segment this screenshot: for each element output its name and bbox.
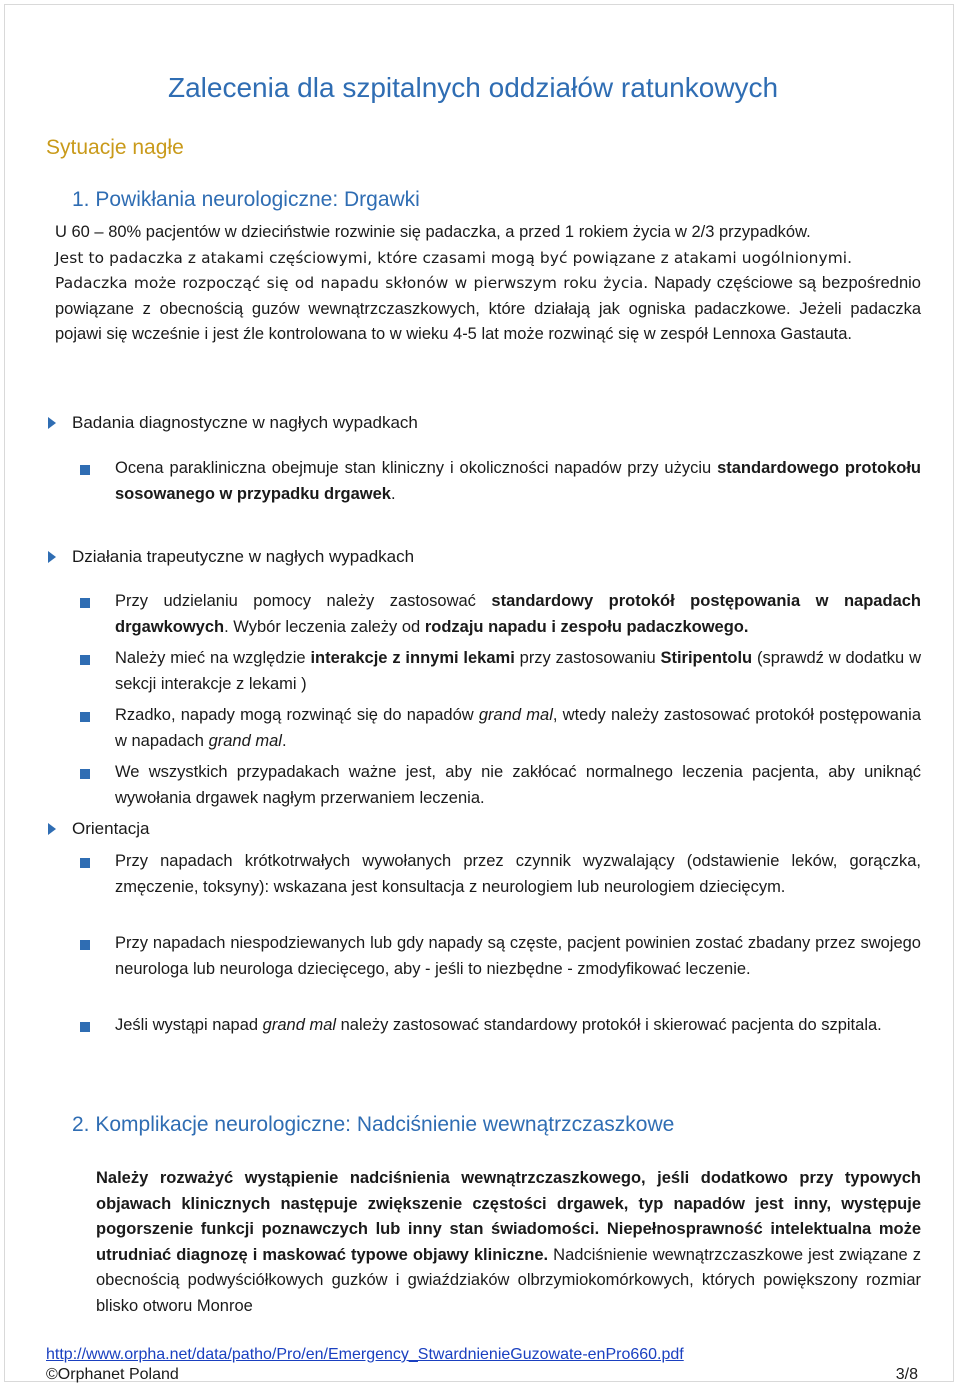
orient-bullet-3 <box>80 1013 921 1039</box>
square-bullet-icon <box>80 465 90 475</box>
ther-b1-bold: standardowy protokół postępowania w napadach drgawkowych <box>115 592 921 636</box>
orient-b3-p2: należy zastosować standardowy protokół i skierować pacjenta do szpitala. <box>336 1016 882 1034</box>
intro-rest: Napady częściowe są bezpośrednio powiązane z obecnością guzów wewnątrzczaszkowych, które działają jak ogniska padaczkowe. Jeżeli padaczka pojawi się wcześnie i jest źle kontrolowana to w wieku 4-5 lat może rozwinąć się w zespół Lennoxa Gastauta. <box>55 274 921 343</box>
section2-bold-text: Należy rozważyć wystąpienie nadciśnienia wewnątrzczaszkowego, jeśli dodatkowo przy typowych objawach klinicznych następuje zwiększenie częstości drgawek, typ napadów jest inny, występuje pogorszenie funkcji poznawczych lub inny stan świadomości. Niepełnosprawność intelektualna może utrudniać diagnozę i maskować typowe objawy kliniczne. <box>96 1169 921 1264</box>
ther-b1-bold2: rodzaju napadu i zespołu padaczkowego. <box>424 617 749 636</box>
orient-b3-i: grand mal <box>262 1016 337 1034</box>
intro-line-2: Jest to padaczka z atakami częściowymi, które czasami mogą być powiązane z atakami uogólnionymi. <box>55 248 853 267</box>
ther-bullet-4 <box>80 760 921 811</box>
section1-heading: 1. Powikłania neurologiczne: Drgawki <box>72 188 420 211</box>
section2-heading: 2. Komplikacje neurologiczne: Nadciśnienie wewnątrzczaszkowe <box>72 1113 675 1136</box>
intro-line-3: Padaczka może rozpocząć się od napadu skłonów w pierwszym roku życia. <box>55 274 649 292</box>
ther-b2-p1: Należy mieć na względzie <box>115 649 311 667</box>
square-bullet-icon <box>80 769 90 779</box>
ther-b3-p1: Rzadko, napady mogą rozwinąć się do napadów <box>115 706 479 724</box>
square-bullet-icon <box>80 858 90 868</box>
diag-bullet-1 <box>80 456 921 507</box>
diag-b1-text: Ocena parakliniczna obejmuje stan kliniczny i okoliczności napadów przy użyciu <box>115 459 718 477</box>
ther-b4-text: We wszystkich przypadakach ważne jest, aby nie zakłócać normalnego leczenia pacjenta, aby uniknąć wywołania drgawek nagłym przerwaniem leczenia. <box>115 763 921 807</box>
section2-plain-text: Nadciśnienie wewnątrzczaszkowe jest związane z obecnością podwyściółkowych guzków i gwiaździaków olbrzymiokomórkowych, których powiększony rozmiar blisko otworu Monroe <box>96 1245 921 1315</box>
orient-heading <box>48 817 149 841</box>
ther-heading-text: Działania trapeutyczne w nagłych wypadkach <box>72 547 415 566</box>
section1-intro <box>55 220 921 348</box>
ther-b3-i1: grand mal <box>478 706 553 724</box>
arrow-icon <box>48 417 56 429</box>
footer-copyright: ©Orphanet Poland <box>46 1366 179 1383</box>
intro-line-1: U 60 – 80% pacjentów w dzieciństwie rozwinie się padaczka, a przed 1 rokiem życia w 2/3 przypadków. <box>55 223 811 241</box>
square-bullet-icon <box>80 598 90 608</box>
arrow-icon <box>48 823 56 835</box>
diag-b1-bold: standardowego protokołu sosowanego w przypadku drgawek <box>115 459 921 503</box>
orient-b1-text: Przy napadach krótkotrwałych wywołanych przez czynnik wyzwalający (odstawienie leków, gorączka, zmęczenie, toksyny): wskazana jest konsultacja z neurologiem lub neurologiem dziecięcym. <box>115 852 921 896</box>
ther-bullet-2 <box>80 646 921 697</box>
footer-source-link[interactable]: http://www.orpha.net/data/patho/Pro/en/Emergency_StwardnienieGuzowate-enPro660.pdf <box>46 1346 684 1363</box>
ther-b3-p3: . <box>281 731 287 750</box>
orient-bullet-1 <box>80 849 921 900</box>
ther-b1-mid: . Wybór leczenia zależy od <box>224 617 425 636</box>
diag-heading <box>48 411 418 435</box>
ther-bullet-3 <box>80 703 921 754</box>
ther-b1-text: Przy udzielaniu pomocy należy zastosować <box>115 592 492 610</box>
square-bullet-icon <box>80 712 90 722</box>
orient-b2-text: Przy napadach niespodziewanych lub gdy napady są częste, pacjent powinien zostać zbadany przez swojego neurologa lub neurologa dziecięcego, aby - jeśli to niezbędne - zmodyfikować leczenie. <box>115 934 921 978</box>
ther-b3-p2: , wtedy należy zastosować protokół postępowania w napadach <box>115 706 921 750</box>
ther-bullet-1 <box>80 589 921 640</box>
square-bullet-icon <box>80 940 90 950</box>
orient-heading-text: Orientacja <box>72 819 150 838</box>
orient-b3-p1: Jeśli wystąpi napad <box>115 1016 263 1034</box>
ther-heading <box>48 545 414 569</box>
square-bullet-icon <box>80 1022 90 1032</box>
page-number: 3/8 <box>895 1366 918 1383</box>
document-title: Zalecenia dla szpitalnych oddziałów ratunkowych <box>168 72 779 103</box>
ther-b2-b2: Stiripentolu <box>660 649 753 667</box>
document-subtitle: Sytuacje nagłe <box>46 136 184 159</box>
section2-body <box>96 1166 921 1319</box>
arrow-icon <box>48 551 56 563</box>
ther-b2-b1: interakcje z innymi lekami <box>310 649 515 667</box>
diag-heading-text: Badania diagnostyczne w nagłych wypadkach <box>72 413 418 432</box>
square-bullet-icon <box>80 655 90 665</box>
diag-b1-end: . <box>390 484 396 503</box>
ther-b3-i2: grand mal <box>208 731 282 750</box>
orient-bullet-2 <box>80 931 921 982</box>
ther-b2-p2: przy zastosowaniu <box>514 649 661 667</box>
ther-b2-p3: (sprawdź w dodatku w sekcji interakcje z lekami ) <box>115 649 921 693</box>
